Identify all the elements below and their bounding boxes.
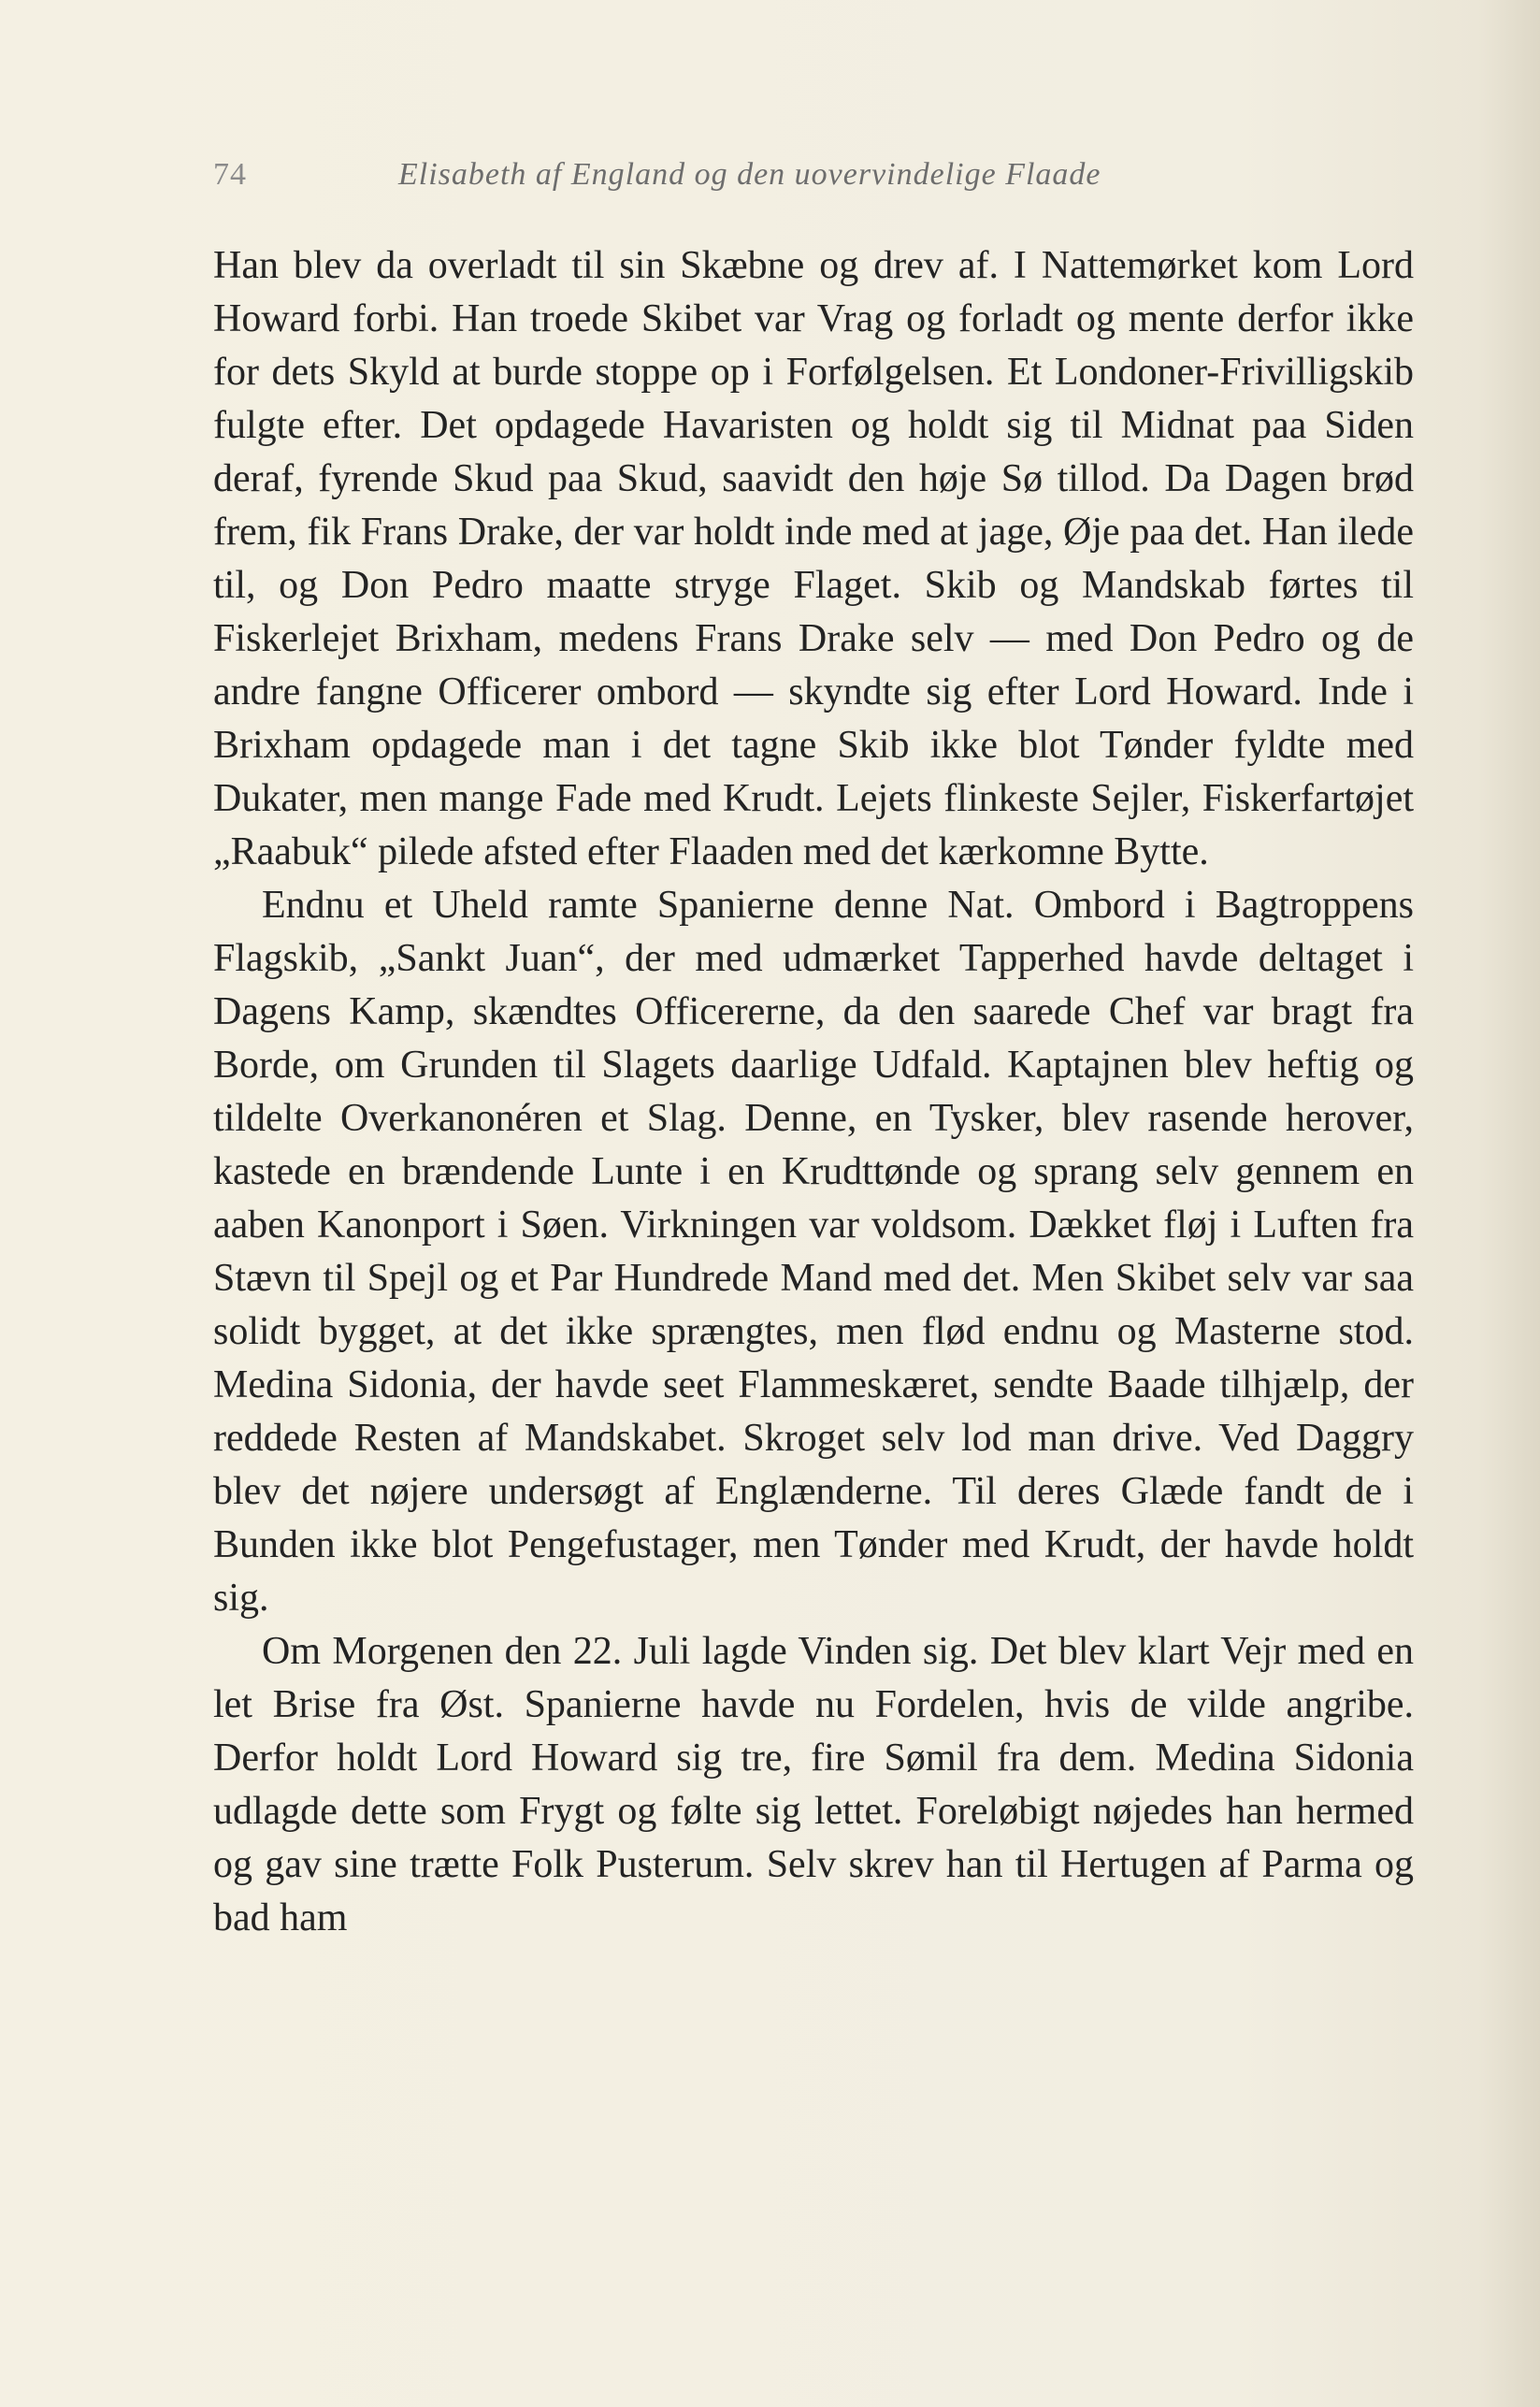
page-number: 74 (213, 157, 247, 192)
paragraph: Om Morgenen den 22. Juli lagde Vinden sig. Det blev klart Vejr med en let Brise fra Øst. Spanierne havde nu Fordelen, hvis de vilde angribe. Derfor holdt Lord Howard sig tre, fire Sømil fra dem. Medina Sidonia udlagde dette som Frygt og følte sig lettet. Foreløbigt nøjedes han hermed og gav sine trætte Folk Pusterum. Selv skrev han til Hertugen af Parma og bad ham (213, 1630, 1414, 1939)
running-head (213, 157, 1438, 204)
paragraph: Han blev da overladt til sin Skæbne og drev af. I Nattemørket kom Lord Howard forbi. Han troede Skibet var Vrag og forladt og mente derfor ikke for dets Skyld at burde stoppe op i Forfølgelsen. Et Londoner-Frivilligskib fulgte efter. Det opdagede Havaristen og holdt sig til Midnat paa Siden deraf, fyrende Skud paa Skud, saavidt den høje Sø tillod. Da Dagen brød frem, fik Frans Drake, der var holdt inde med at jage, Øje paa det. Han ilede til, og Don Pedro maatte stryge Flaget. Skib og Mandskab førtes til Fiskerlejet Brixham, medens Frans Drake selv — med Don Pedro og de andre fangne Officerer ombord — skyndte sig efter Lord Howard. Inde i Brixham opdagede man i det tagne Skib ikke blot Tønder fyldte med Dukater, men mange Fade med Krudt. Lejets flinkeste Sejler, Fiskerfartøjet „Raabuk“ pilede afsted efter Flaaden med det kærkomne Bytte. (213, 244, 1414, 873)
body-text (213, 239, 1414, 1945)
paragraph: Endnu et Uheld ramte Spanierne denne Nat. Ombord i Bagtroppens Flagskib, „Sankt Juan“, der med udmærket Tapperhed havde deltaget i Dagens Kamp, skændtes Officererne, da den saarede Chef var bragt fra Borde, om Grunden til Slagets daarlige Udfald. Kaptajnen blev heftig og tildelte Overkanonéren et Slag. Denne, en Tysker, blev rasende herover, kastede en brændende Lunte i en Krudttønde og sprang selv gennem en aaben Kanonport i Søen. Virkningen var voldsom. Dækket fløj i Luften fra Stævn til Spejl og et Par Hundrede Mand med det. Men Skibet selv var saa solidt bygget, at det ikke sprængtes, men flød endnu og Masterne stod. Medina Sidonia, der havde seet Flammeskæret, sendte Baade tilhjælp, der reddede Resten af Mandskabet. Skroget selv lod man drive. Ved Daggry blev det nøjere undersøgt af Englænderne. Til deres Glæde fandt de i Bunden ikke blot Pengefustager, men Tønder med Krudt, der havde holdt sig. (213, 884, 1414, 1620)
book-title: Elisabeth af England og den uovervindelige Flaade (398, 157, 1101, 192)
